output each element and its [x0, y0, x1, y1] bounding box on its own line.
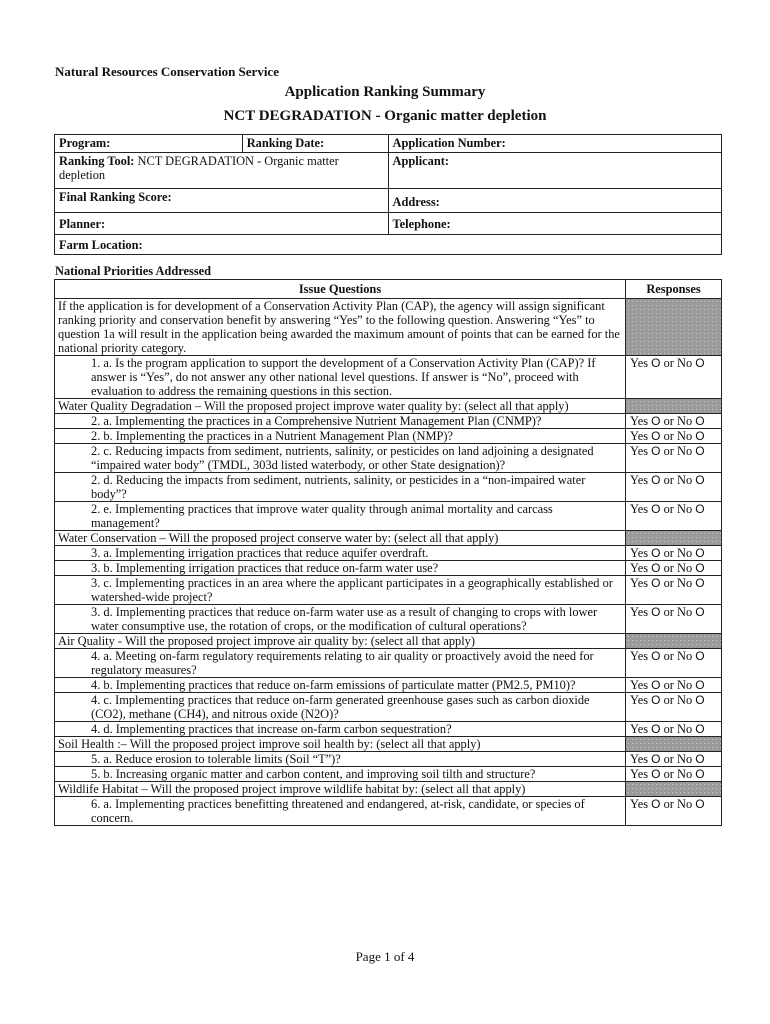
response-cell: [626, 546, 722, 561]
question-text: 3. c. Implementing practices in an area where the applicant participates in a geographically established or watershed-wide project?: [55, 576, 626, 605]
no-radio[interactable]: O: [695, 767, 705, 781]
no-radio[interactable]: O: [695, 502, 705, 516]
question-row: [55, 546, 722, 561]
response-cell: [626, 429, 722, 444]
yes-radio[interactable]: O: [651, 502, 661, 516]
response-cell: [626, 722, 722, 737]
question-row: [55, 767, 722, 782]
question-text: 4. a. Meeting on-farm regulatory requirements relating to air quality or proactively avoid the need for regulatory measures?: [55, 649, 626, 678]
ranking-tool-label: Ranking Tool:: [59, 154, 135, 168]
question-text: 3. d. Implementing practices that reduce on-farm water use as a result of changing to crops with lower water consumptive use, the rotation of crops, or the modification of cultural operations?: [55, 605, 626, 634]
yes-radio[interactable]: O: [651, 429, 661, 443]
ranking-date-label: Ranking Date:: [246, 136, 325, 150]
question-text: 1. a. Is the program application to support the development of a Conservation Activity Plan (CAP)? If answer is “Yes”, do not answer any other national level questions. If answer is “No”, proceed with evaluation to address the remaining questions in this section.: [55, 356, 626, 399]
national-priorities-title: National Priorities Addressed: [55, 264, 212, 278]
issue-questions-header: Issue Questions: [55, 280, 626, 299]
final-score-label: Final Ranking Score:: [59, 190, 172, 204]
or-no-label: or No: [663, 797, 693, 811]
question-row: [55, 414, 722, 429]
responses-header: Responses: [626, 280, 722, 299]
or-no-label: or No: [663, 414, 693, 428]
question-row: [55, 722, 722, 737]
or-no-label: or No: [663, 546, 693, 560]
shaded-response-cell: [626, 531, 722, 546]
question-text: 2. c. Reducing impacts from sediment, nutrients, salinity, or pesticides on land adjoining a designated “impaired water body” (TMDL, 303d listed waterbody, or other State designation)?: [55, 444, 626, 473]
question-text: 5. b. Increasing organic matter and carbon content, and improving soil tilth and structure?: [55, 767, 626, 782]
yes-radio[interactable]: O: [651, 605, 661, 619]
or-no-label: or No: [663, 473, 693, 487]
yes-label: Yes: [630, 693, 649, 707]
question-text: 4. b. Implementing practices that reduce on-farm emissions of particulate matter (PM2.5, PM10)?: [55, 678, 626, 693]
question-text: 2. d. Reducing the impacts from sediment, nutrients, salinity, or pesticides in a “non-impaired water body”?: [55, 473, 626, 502]
yes-label: Yes: [630, 356, 649, 370]
section-text: Water Quality Degradation – Will the proposed project improve water quality by: (select all that apply): [55, 399, 626, 414]
shaded-response-cell: [626, 299, 722, 356]
question-row: [55, 649, 722, 678]
yes-radio[interactable]: O: [651, 576, 661, 590]
yes-label: Yes: [630, 502, 649, 516]
question-text: 2. a. Implementing the practices in a Comprehensive Nutrient Management Plan (CNMP)?: [55, 414, 626, 429]
section-row: [55, 634, 722, 649]
yes-radio[interactable]: O: [651, 649, 661, 663]
no-radio[interactable]: O: [695, 678, 705, 692]
section-row: [55, 531, 722, 546]
yes-radio[interactable]: O: [651, 767, 661, 781]
yes-radio[interactable]: O: [651, 473, 661, 487]
or-no-label: or No: [663, 752, 693, 766]
yes-label: Yes: [630, 546, 649, 560]
question-row: [55, 473, 722, 502]
response-cell: [626, 605, 722, 634]
yes-radio[interactable]: O: [651, 797, 661, 811]
question-text: 2. e. Implementing practices that improve water quality through animal mortality and carcass management?: [55, 502, 626, 531]
telephone-field[interactable]: [388, 213, 721, 235]
question-row: [55, 502, 722, 531]
no-radio[interactable]: O: [695, 605, 705, 619]
yes-label: Yes: [630, 605, 649, 619]
form-subtitle: NCT DEGRADATION - Organic matter depletion: [223, 108, 547, 124]
farm-location-field[interactable]: [55, 235, 722, 255]
no-radio[interactable]: O: [695, 356, 705, 370]
or-no-label: or No: [663, 605, 693, 619]
response-cell: [626, 797, 722, 826]
or-no-label: or No: [663, 722, 693, 736]
application-number-label: Application Number:: [392, 136, 506, 150]
or-no-label: or No: [663, 444, 693, 458]
response-cell: [626, 752, 722, 767]
or-no-label: or No: [663, 767, 693, 781]
yes-radio[interactable]: O: [651, 722, 661, 736]
question-row: [55, 752, 722, 767]
question-row: [55, 797, 722, 826]
applicant-label: Applicant:: [392, 154, 449, 168]
question-row: [55, 356, 722, 399]
shaded-response-cell: [626, 737, 722, 752]
section-row: [55, 299, 722, 356]
response-cell: [626, 649, 722, 678]
yes-radio[interactable]: O: [651, 546, 661, 560]
program-field[interactable]: [55, 135, 243, 153]
yes-label: Yes: [630, 561, 649, 575]
yes-label: Yes: [630, 767, 649, 781]
no-radio[interactable]: O: [695, 576, 705, 590]
application-info-table: [54, 134, 722, 255]
agency-name: Natural Resources Conservation Service: [55, 64, 279, 79]
ranking-tool-field: [55, 153, 389, 189]
application-number-field[interactable]: [388, 135, 721, 153]
yes-label: Yes: [630, 722, 649, 736]
or-no-label: or No: [663, 502, 693, 516]
telephone-label: Telephone:: [392, 217, 451, 231]
response-cell: [626, 693, 722, 722]
section-text: Wildlife Habitat – Will the proposed project improve wildlife habitat by: (select all that apply): [55, 782, 626, 797]
page-number: Page 1 of 4: [355, 949, 415, 964]
yes-radio[interactable]: O: [651, 693, 661, 707]
question-row: [55, 429, 722, 444]
ranking-date-field[interactable]: [242, 135, 388, 153]
no-radio[interactable]: O: [695, 414, 705, 428]
yes-radio[interactable]: O: [651, 356, 661, 370]
question-row: [55, 693, 722, 722]
or-no-label: or No: [663, 678, 693, 692]
response-cell: [626, 576, 722, 605]
yes-label: Yes: [630, 429, 649, 443]
question-text: 3. a. Implementing irrigation practices that reduce aquifer overdraft.: [55, 546, 626, 561]
or-no-label: or No: [663, 561, 693, 575]
yes-label: Yes: [630, 414, 649, 428]
section-row: [55, 737, 722, 752]
yes-label: Yes: [630, 444, 649, 458]
response-cell: [626, 502, 722, 531]
shaded-response-cell: [626, 399, 722, 414]
or-no-label: or No: [663, 356, 693, 370]
or-no-label: or No: [663, 649, 693, 663]
yes-label: Yes: [630, 797, 649, 811]
shaded-response-cell: [626, 782, 722, 797]
section-text: Water Conservation – Will the proposed project conserve water by: (select all that apply): [55, 531, 626, 546]
question-row: [55, 561, 722, 576]
question-row: [55, 444, 722, 473]
question-text: 4. c. Implementing practices that reduce on-farm generated greenhouse gases such as carbon dioxide (CO2), methane (CH4), and nitrous oxide (N2O)?: [55, 693, 626, 722]
no-radio[interactable]: O: [695, 649, 705, 663]
no-radio[interactable]: O: [695, 429, 705, 443]
final-score-field[interactable]: [55, 189, 389, 213]
or-no-label: or No: [663, 429, 693, 443]
question-text: 3. b. Implementing irrigation practices that reduce on-farm water use?: [55, 561, 626, 576]
planner-label: Planner:: [59, 217, 106, 231]
or-no-label: or No: [663, 693, 693, 707]
planner-field[interactable]: [55, 213, 389, 235]
response-cell: [626, 356, 722, 399]
form-title: Application Ranking Summary: [284, 84, 486, 100]
question-row: [55, 678, 722, 693]
response-cell: [626, 767, 722, 782]
question-row: [55, 605, 722, 634]
question-row: [55, 576, 722, 605]
no-radio[interactable]: O: [695, 752, 705, 766]
shaded-response-cell: [626, 634, 722, 649]
address-label: Address:: [392, 195, 440, 209]
no-radio[interactable]: O: [695, 797, 705, 811]
no-radio[interactable]: O: [695, 473, 705, 487]
yes-radio[interactable]: O: [651, 444, 661, 458]
ranking-tool-value: NCT DEGRADATION - Organic matter depletion: [59, 154, 339, 182]
response-cell: [626, 444, 722, 473]
yes-label: Yes: [630, 678, 649, 692]
yes-label: Yes: [630, 752, 649, 766]
address-field[interactable]: [388, 189, 721, 213]
yes-radio[interactable]: O: [651, 561, 661, 575]
applicant-field[interactable]: [388, 153, 721, 189]
or-no-label: or No: [663, 576, 693, 590]
question-text: 2. b. Implementing the practices in a Nutrient Management Plan (NMP)?: [55, 429, 626, 444]
section-text: Air Quality - Will the proposed project improve air quality by: (select all that apply): [55, 634, 626, 649]
question-text: 6. a. Implementing practices benefitting threatened and endangered, at-risk, candidate, or species of concern.: [55, 797, 626, 826]
response-cell: [626, 678, 722, 693]
response-cell: [626, 414, 722, 429]
no-radio[interactable]: O: [695, 444, 705, 458]
section-row: [55, 782, 722, 797]
yes-radio[interactable]: O: [651, 752, 661, 766]
yes-radio[interactable]: O: [651, 414, 661, 428]
section-row: [55, 399, 722, 414]
response-cell: [626, 561, 722, 576]
yes-label: Yes: [630, 649, 649, 663]
no-radio[interactable]: O: [695, 546, 705, 560]
question-text: 4. d. Implementing practices that increase on-farm carbon sequestration?: [55, 722, 626, 737]
section-text: If the application is for development of a Conservation Activity Plan (CAP), the agency will assign significant ranking priority and conservation benefit by answering “Yes” to the following question. Answering “Yes” to question 1a will result in the application being awarded the maximum amount of points that can be earned for the national priority category.: [55, 299, 626, 356]
yes-label: Yes: [630, 576, 649, 590]
yes-label: Yes: [630, 473, 649, 487]
no-radio[interactable]: O: [695, 693, 705, 707]
issue-questions-table: [54, 279, 722, 826]
response-cell: [626, 473, 722, 502]
yes-radio[interactable]: O: [651, 678, 661, 692]
question-text: 5. a. Reduce erosion to tolerable limits (Soil “T”)?: [55, 752, 626, 767]
no-radio[interactable]: O: [695, 722, 705, 736]
section-text: Soil Health :– Will the proposed project improve soil health by: (select all that apply): [55, 737, 626, 752]
farm-location-label: Farm Location:: [59, 238, 143, 252]
no-radio[interactable]: O: [695, 561, 705, 575]
program-label: Program:: [59, 136, 111, 150]
